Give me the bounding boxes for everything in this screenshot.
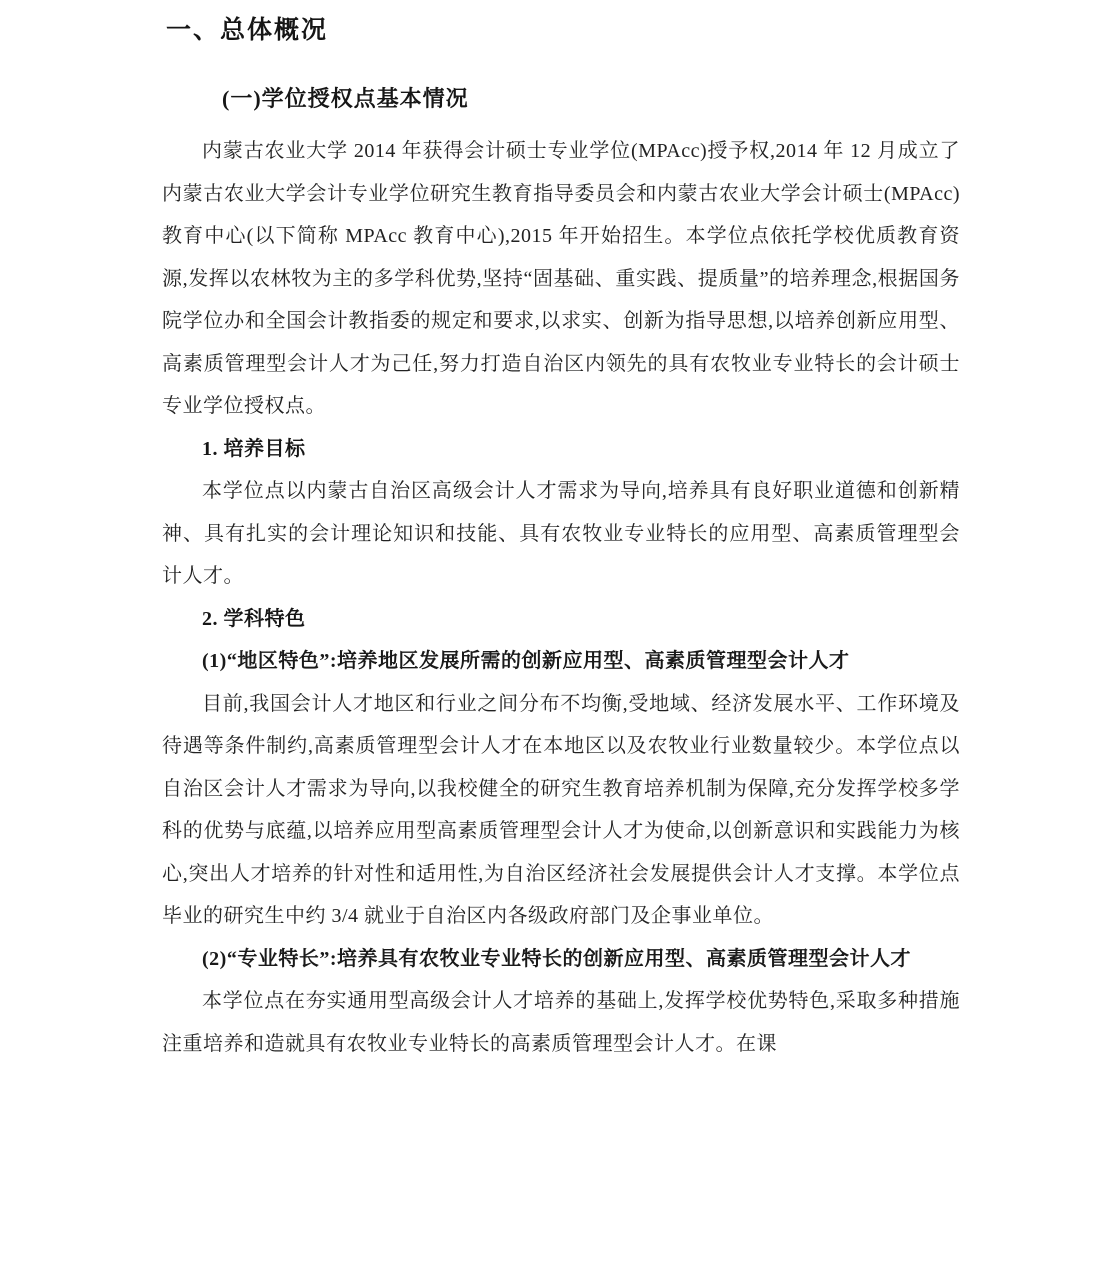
feature-item-1-paragraph: 目前,我国会计人才地区和行业之间分布不均衡,受地域、经济发展水平、工作环境及待遇等条件制约,高素质管理型会计人才在本地区以及农牧业行业数量较少。本学位点以自治区会计人才需求为导向,以我校健全的研究生教育培养机制为保障,充分发挥学校多学科的优势与底蕴,以培养应用型高素质管理型会计人才为使命,以创新意识和实践能力为核心,突出人才培养的针对性和适用性,为自治区经济社会发展提供会计人才支撑。本学位点毕业的研究生中约 3/4 就业于自治区内各级政府部门及企事业单位。 <box>162 692 960 927</box>
intro-paragraph: 内蒙古农业大学 2014 年获得会计硕士专业学位(MPAcc)授予权,2014 年 12 月成立了内蒙古农业大学会计专业学位研究生教育指导委员会和内蒙古农业大学会计硕士(MPAcc)教育中心(以下简称 MPAcc 教育中心),2015 年开始招生。本学位点依托学校优质教育资源,发挥以农林牧为主的多学科优势,坚持“固基础、重实践、提质量”的培养理念,根据国务院学位办和全国会计教指委的规定和要求,以求实、创新为指导思想,以培养创新应用型、高素质管理型会计人才为己任,努力打造自治区内领先的具有农牧业专业特长的会计硕士专业学位授权点。 <box>162 140 960 417</box>
chapter-heading: 一、总体概况 <box>166 17 329 44</box>
feature-item-2-paragraph: 本学位点在夯实通用型高级会计人才培养的基础上,发挥学校优势特色,采取多种措施注重培养和造就具有农牧业专业特长的高素质管理型会计人才。在课 <box>162 990 960 1055</box>
feature-item-1-title: (1)“地区特色”:培养地区发展所需的创新应用型、高素质管理型会计人才 <box>202 650 850 672</box>
subsection-2-title: 2. 学科特色 <box>202 607 306 630</box>
section-heading: (一)学位授权点基本情况 <box>222 86 469 111</box>
subsection-1-paragraph: 本学位点以内蒙古自治区高级会计人才需求为导向,培养具有良好职业道德和创新精神、具有扎实的会计理论知识和技能、具有农牧业专业特长的应用型、高素质管理型会计人才。 <box>162 480 960 587</box>
subsection-1-title: 1. 培养目标 <box>202 437 306 460</box>
feature-item-2-title: (2)“专业特长”:培养具有农牧业专业特长的创新应用型、高素质管理型会计人才 <box>202 947 911 970</box>
